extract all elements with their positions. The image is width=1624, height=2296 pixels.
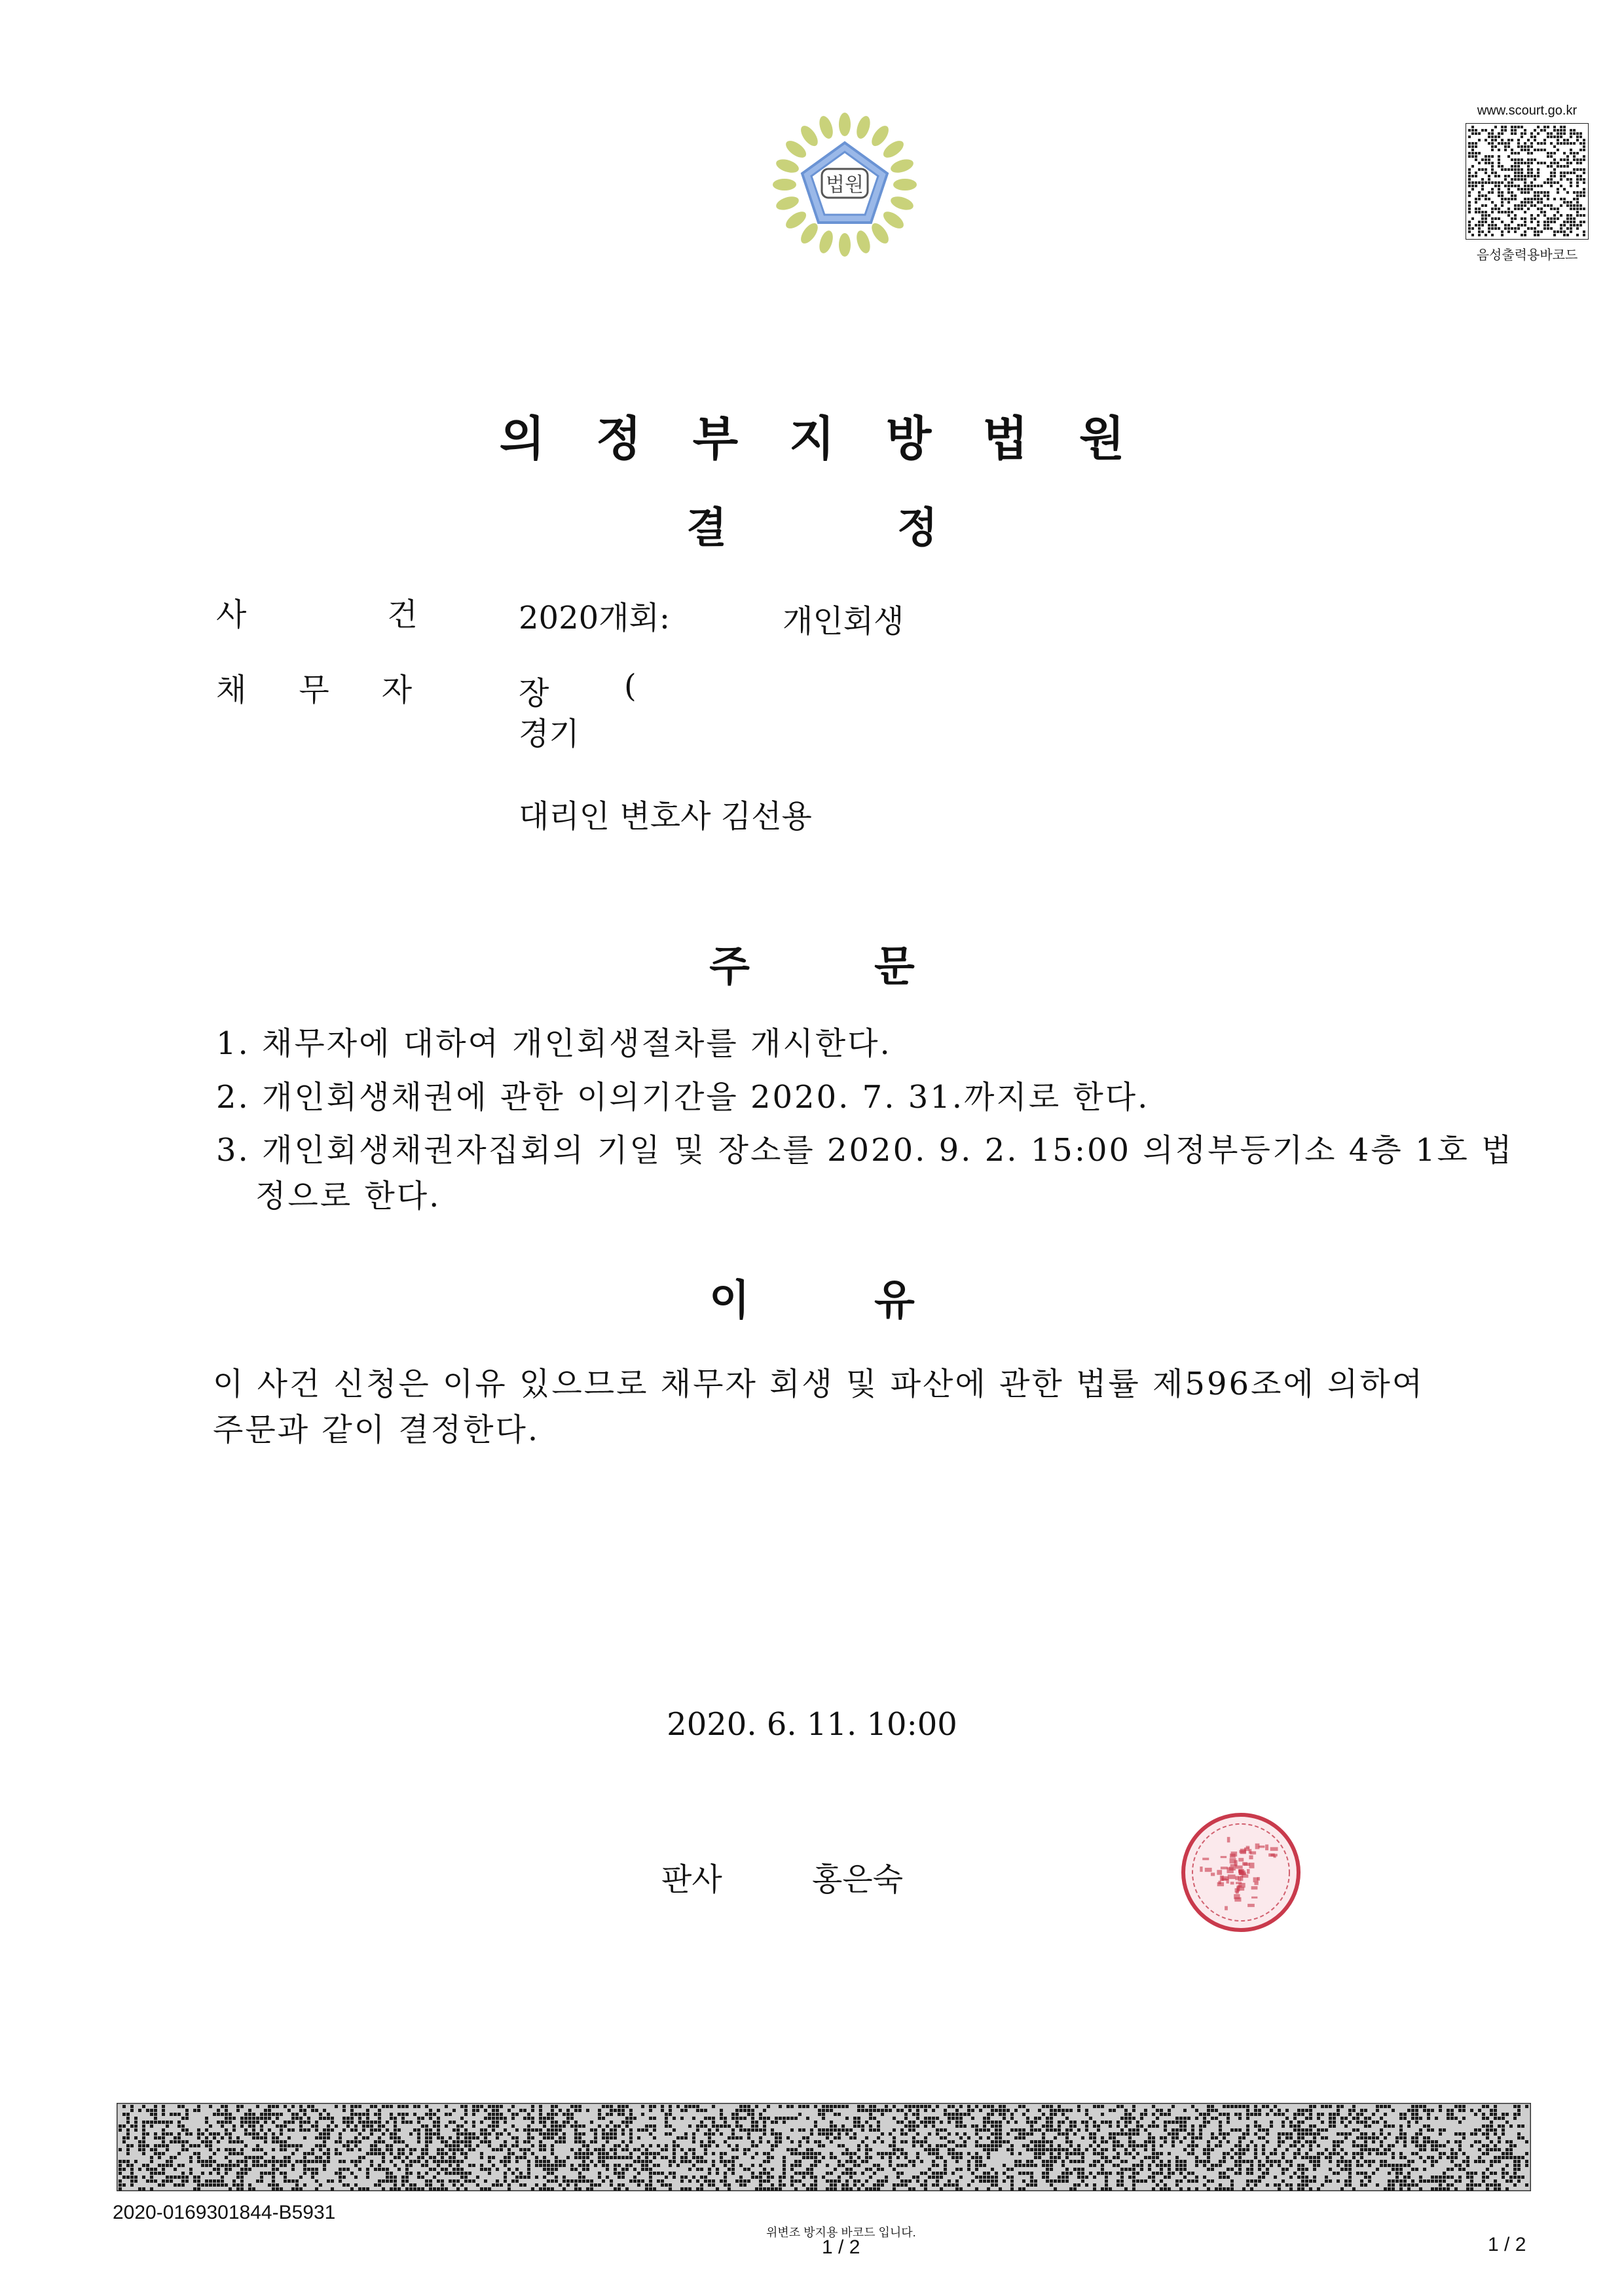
order-item-1: 1. 채무자에 대하여 개인회생절차를 개시한다. <box>216 1025 892 1062</box>
reason-line-1: 이 사건 신청은 이유 있으므로 채무자 회생 및 파산에 관한 법률 제596조에 의하여 <box>213 1366 1425 1402</box>
reason-title-char-1: 이 <box>709 1277 750 1325</box>
emblem-petal <box>839 113 851 136</box>
emblem-petal <box>881 208 907 232</box>
reason-title <box>0 1267 1624 1327</box>
emblem-petal <box>798 221 821 247</box>
reason-line-2: 주문과 같이 결정한다. <box>213 1412 540 1448</box>
order-title <box>0 933 1624 993</box>
emblem-petal <box>881 137 907 161</box>
decision-title-char-2: 정 <box>897 504 938 553</box>
order-title-char-2: 문 <box>874 943 915 991</box>
decision-title-char-1: 결 <box>686 504 727 553</box>
emblem-petal <box>893 179 917 191</box>
emblem-petal <box>775 156 801 175</box>
emblem-petal <box>854 115 872 141</box>
order-item-2: 2. 개인회생채권에 관한 이의기간을 2020. 7. 31.까지로 한다. <box>216 1079 1150 1116</box>
order-item-3-continued: 정으로 한다. <box>255 1178 441 1214</box>
debtor-name: 장 <box>519 675 549 712</box>
order-title-char-1: 주 <box>709 943 750 991</box>
court-seal-stamp <box>1179 1810 1303 1935</box>
emblem-petal <box>889 156 915 175</box>
court-name: 의정부지방법원 <box>499 411 1176 466</box>
emblem-petal <box>889 194 915 212</box>
debtor-name-rest: ( <box>624 668 637 704</box>
debtor-label-char-1: 채 <box>216 672 247 708</box>
emblem-petal <box>868 123 892 149</box>
anti-forgery-barcode <box>117 2103 1531 2191</box>
order-item-3: 3. 개인회생채권자집회의 기일 및 장소를 2020. 9. 2. 15:00 의정부등기소 4층 1호 법 <box>216 1132 1514 1169</box>
judge-title: 판사 <box>661 1861 722 1898</box>
case-type: 개인회생 <box>783 603 904 640</box>
qr-caption: 음성출력용바코드 <box>1476 248 1578 263</box>
emblem-petal <box>775 194 801 212</box>
debtor-label-char-3: 자 <box>381 672 413 708</box>
emblem-petal <box>798 123 821 149</box>
emblem-text: 법원 <box>826 173 864 196</box>
emblem-petal <box>839 233 851 257</box>
debtor-address: 경기 <box>519 716 580 752</box>
emblem-petal <box>783 137 809 161</box>
page-number-right: 1 / 2 <box>1488 2234 1526 2255</box>
page-number-center: 1 / 2 <box>822 2236 860 2258</box>
emblem-petal <box>868 221 892 247</box>
qr-url: www.scourt.go.kr <box>1477 103 1578 118</box>
judge-name: 홍은숙 <box>812 1861 904 1898</box>
representative: 대리인 변호사 김선용 <box>519 798 812 835</box>
debtor-label-char-2: 무 <box>299 672 329 708</box>
emblem-petal <box>854 229 872 255</box>
case-label-char-2: 건 <box>387 596 418 633</box>
case-label <box>216 589 418 634</box>
decision-date: 2020. 6. 11. 10:00 <box>667 1706 957 1743</box>
qr-code <box>1466 123 1589 240</box>
court-emblem-icon <box>769 111 920 262</box>
barcode-note: 위변조 방지용 바코드 입니다. <box>766 2226 916 2239</box>
decision-title <box>0 494 1624 555</box>
reason-title-char-2: 유 <box>874 1277 915 1325</box>
emblem-petal <box>773 179 796 191</box>
case-label-char-1: 사 <box>216 596 247 633</box>
debtor-label <box>216 665 412 710</box>
case-number: 2020개회: <box>519 600 671 636</box>
document-id: 2020-0169301844-B5931 <box>113 2202 336 2223</box>
emblem-petal <box>817 115 835 141</box>
emblem-petal <box>817 229 835 255</box>
emblem-petal <box>783 208 809 232</box>
